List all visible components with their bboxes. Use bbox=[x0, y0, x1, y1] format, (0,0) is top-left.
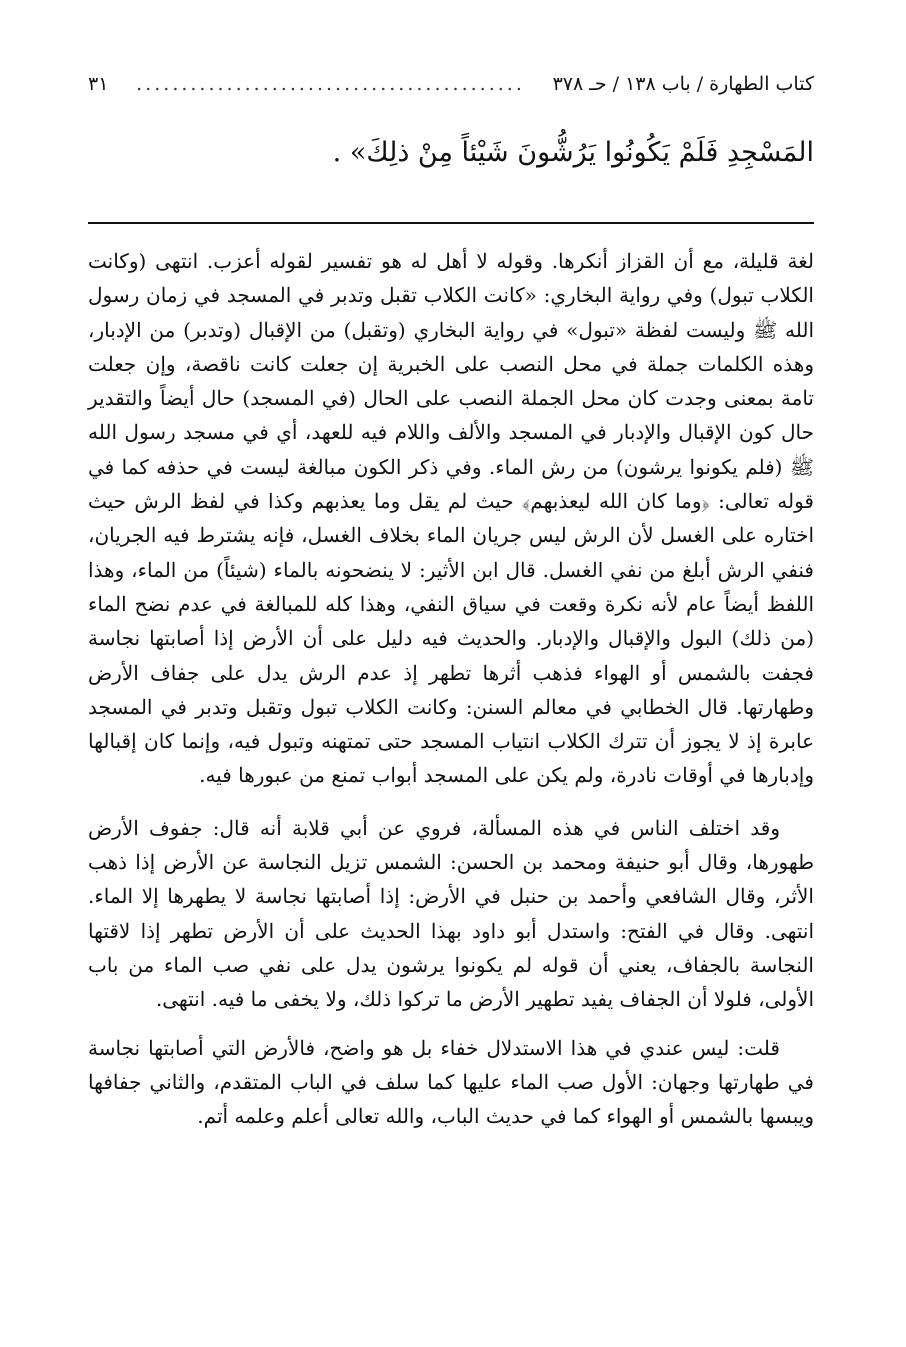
hadith-text: المَسْجِدِ فَلَمْ يَكُونُوا يَرُشُّونَ شَيْئاً مِنْ ذلِكَ» . bbox=[332, 137, 814, 168]
chapter-title: كتاب الطهارة / باب ١٣٨ / حـ ٣٧٨ bbox=[552, 73, 814, 95]
page-number: ٣١ bbox=[88, 73, 109, 95]
running-header bbox=[88, 68, 814, 100]
leader-dots: ........................................... bbox=[136, 73, 525, 95]
footnote-separator bbox=[88, 222, 814, 224]
commentary bbox=[88, 244, 814, 1147]
commentary-paragraph-3: قلت: ليس عندي في هذا الاستدلال خفاء بل هو واضح، فالأرض التي أصابتها نجاسة في طهارتها وجهان: الأول صب الماء عليها كما سلف في الباب المتقدم، والثاني جفافها ويبسها بالشمس أو الهواء كما في حديث الباب، والله تعالى أعلم وعلمه أتم. bbox=[88, 1035, 814, 1129]
commentary-paragraph-1: لغة قليلة، مع أن القزاز أنكرها. وقوله لا أهل له هو تفسير لقوله أعزب. انتهى (وكانت الكلاب تبول) وفي رواية البخاري: «كانت الكلاب تقبل وتدبر في المسجد في زمان رسول الله ﷺ وليست لفظة «تبول» في رواية البخاري (وتقبل) من الإقبال (وتدبر) من الإدبار، وهذه الكلمات جملة في محل النصب على الخبرية إن جعلت كانت ناقصة، وإن جعلت تامة بمعنى وجدت كان محل الجملة النصب على الحال (في المسجد) حال أيضاً والتقدير حال كون الإقبال والإدبار في المسجد والألف واللام فيه للعهد، أي في مسجد رسول الله ﷺ (فلم يكونوا يرشون) من رش الماء. وفي ذكر الكون مبالغة ليست في حذفه كما في قوله تعالى: ﴿وما كان الله ليعذبهم﴾ حيث لم يقل وما يعذبهم وكذا في لفظ الرش حيث اختاره على الغسل لأن الرش ليس جريان الماء بخلاف الغسل، فإنه يشترط فيه الجريان، فنفي الرش أبلغ من نفي الغسل. قال ابن الأثير: لا ينضحونه بالماء (شيئاً) من الماء، وهذا اللفظ أيضاً عام لأنه نكرة وقعت في سياق النفي، وهذا كله للمبالغة في عدم نضح الماء (من ذلك) البول والإقبال والإدبار. والحديث فيه دليل على أن الأرض إذا أصابتها نجاسة فجفت بالشمس أو الهواء فذهب أثرها تطهر إذ عدم الرش يدل على جفاف الأرض وطهارتها. قال الخطابي في معالم السنن: وكانت الكلاب تبول وتقبل وتدبر في المسجد عابرة إذ لا يجوز أن تترك الكلاب انتياب المسجد حتى تمتهنه وتبول فيه، وإنما كان إقبالها وإدبارها في أوقات نادرة، ولم يكن على المسجد أبواب تمنع من عبورها فيه. bbox=[88, 249, 815, 788]
commentary-paragraph-2: وقد اختلف الناس في هذه المسألة، فروي عن أبي قلابة أنه قال: جفوف الأرض طهورها، وقال أبو حنيفة ومحمد بن الحسن: الشمس تزيل النجاسة عن الأرض إذا ذهب الأثر، وقال الشافعي وأحمد بن حنبل في الأرض: إذا أصابتها نجاسة لا يطهرها إلا الماء. انتهى. وقال في الفتح: واستدل أبو داود بهذا الحديث على أن الأرض تطهر إذا لاقتها النجاسة بالجفاف، يعني أن قوله لم يكونوا يرشون يدل على نفي صب الماء من باب الأولى، فلولا أن الجفاف يفيد تطهير الأرض ما تركوا ذلك، ولا يخفى ما فيه. انتهى. bbox=[88, 815, 814, 1012]
